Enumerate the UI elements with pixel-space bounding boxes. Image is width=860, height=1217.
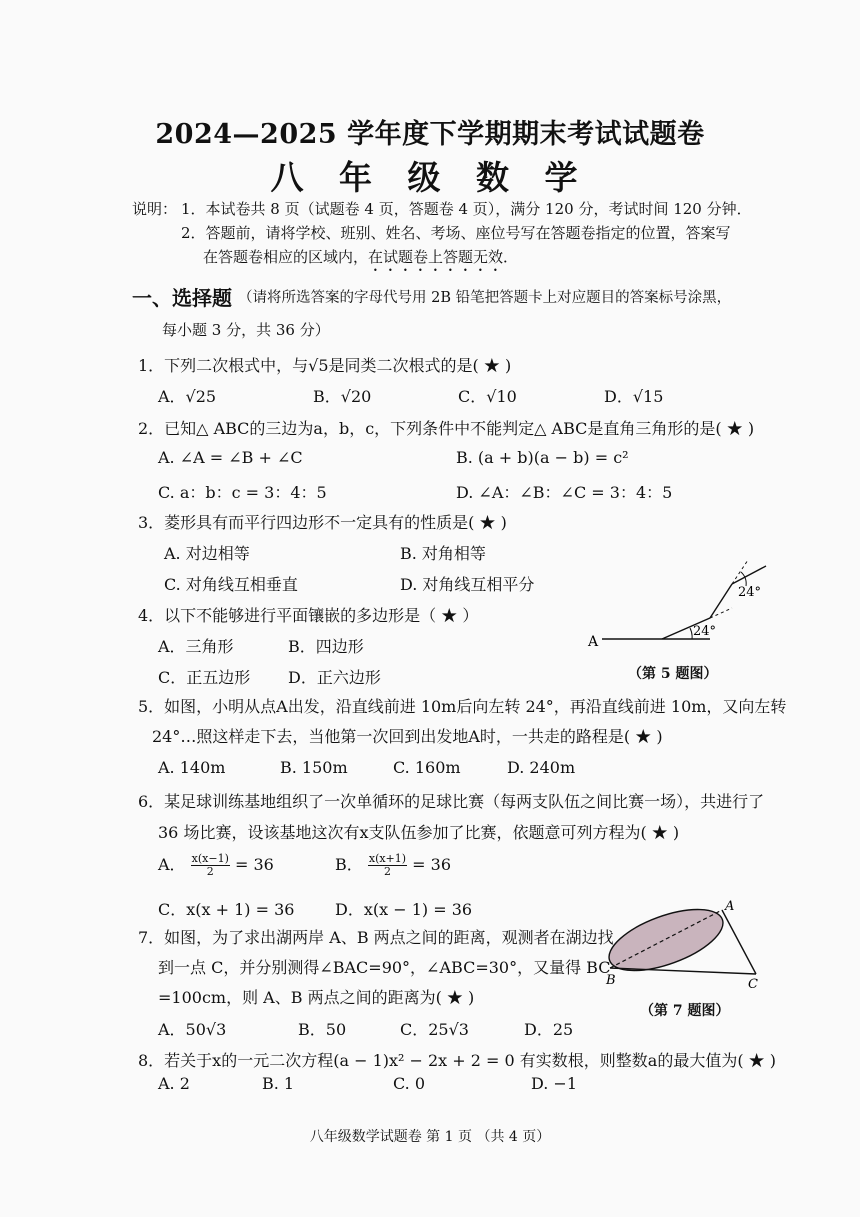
q3-stem: 3．菱形具有而平行四边形不一定具有的性质是( ★ ) [138,513,507,532]
figure-7-point-a: A [725,899,735,914]
q7-option-d: D．25 [524,1020,574,1039]
figure-5-angle-bottom: 24° [693,624,717,639]
q1-option-b: B．√20 [313,387,372,406]
q4-option-b: B．四边形 [288,637,364,656]
instructions-line-3 [203,246,518,275]
instructions-line-3c: ． [503,248,519,266]
q2-option-c: C. a：b：c = 3：4：5 [158,483,327,502]
q3-option-a: A. 对边相等 [164,544,250,563]
instructions-line-2: 2．答题前，请将学校、班别、姓名、考场、座位号写在答题卷指定的位置，答案写 [181,224,731,242]
q7-option-b: B．50 [298,1020,347,1039]
q3-option-d: D. 对角线互相平分 [400,575,535,594]
q7-stem-line-2: 到一点 C，并分别测得∠BAC=90°，∠ABC=30°，又量得 BC [158,958,611,977]
instructions-label: 说明： [132,200,178,218]
instructions-line-3a: 在答题卷相应的区域内， [203,248,369,266]
q6-option-c: C．x(x + 1) = 36 [158,900,295,919]
q5-option-a: A. 140m [158,758,226,777]
q6-stem-line-1: 6．某足球训练基地组织了一次单循环的足球比赛（每两支队伍之间比赛一场），共进行了 [138,792,765,811]
q6-option-a-fraction: $\frac{x(x-1)}{2}$ [191,852,229,878]
q4-stem: 4．以下不能够进行平面镶嵌的多边形是（ ★ ） [138,606,479,625]
q3-option-c: C. 对角线互相垂直 [164,575,298,594]
q7-stem-line-1: 7．如图，为了求出湖两岸 A、B 两点之间的距离，观测者在湖边找 [138,928,614,947]
q7-stem-line-3: =100cm，则 A、B 两点之间的距离为( ★ ) [158,988,475,1007]
q2-option-d: D. ∠A：∠B：∠C = 3：4：5 [456,483,673,502]
figure-7-diagram [598,896,778,996]
section-heading: 一、选择题 [132,286,232,310]
q8-stem: 8．若关于x的一元二次方程(a − 1)x² − 2x + 2 = 0 有实数根，则整数a的最大值为( ★ ) [138,1051,777,1070]
figure-5-diagram [580,560,800,655]
q8-option-d: D. −1 [531,1074,578,1093]
q4-option-d: D．正六边形 [288,668,381,687]
q6-option-d: D．x(x − 1) = 36 [335,900,473,919]
q5-option-c: C. 160m [393,758,461,777]
q6-stem-line-2: 36 场比赛，设该基地这次有x支队伍参加了比赛，依题意可列方程为( ★ ) [158,823,680,842]
section-note-1: （请将所选答案的字母代号用 2B 铅笔把答题卡上对应题目的答案标号涂黑， [238,290,732,306]
exam-title: 2024—2025 学年度下学期期末考试试题卷 [155,119,705,150]
q5-stem-line-2: 24°…照这样走下去，当他第一次回到出发地A时，一共走的路程是( ★ ) [152,727,663,746]
instructions-emphasis: 在试题卷上答题无效 [368,248,504,266]
figure-7-point-c: C [748,977,758,992]
page-footer: 八年级数学试题卷 第 1 页 （共 4 页） [309,1129,551,1145]
q2-option-a: A. ∠A = ∠B + ∠C [158,448,303,467]
q8-option-c: C. 0 [393,1074,426,1093]
q4-option-c: C．正五边形 [158,668,251,687]
q4-option-a: A．三角形 [158,637,234,656]
figure-7-caption: （第 7 题图） [640,1003,730,1019]
figure-7-point-b: B [606,973,616,988]
subject-title: 八 年 级 数 学 [270,158,590,197]
q7-option-a: A．50√3 [158,1020,227,1039]
instructions-line-1: 1．本试卷共 8 页（试题卷 4 页，答题卷 4 页），满分 120 分，考试时间 120 分钟． [181,200,752,218]
q6-option-b-fraction: $\frac{x(x+1)}{2}$ [368,852,407,878]
q8-option-a: A. 2 [158,1074,190,1093]
q2-stem: 2．已知△ ABC的三边为a，b，c，下列条件中不能判定△ ABC是直角三角形的是( ★ ) [138,419,755,438]
q1-option-a: A．√25 [158,387,217,406]
q5-option-b: B. 150m [280,758,348,777]
q1-option-c: C．√10 [458,387,517,406]
q5-option-d: D. 240m [507,758,576,777]
figure-5-point-a: A [588,634,599,650]
q1-stem: 1．下列二次根式中，与√5是同类二次根式的是( ★ ) [138,356,512,375]
q6-option-b: B． $\frac{x(x+1)}{2}$ = 36 [335,852,452,878]
figure-5-angle-top: 24° [738,585,762,600]
q5-stem-line-1: 5．如图，小明从点A出发，沿直线前进 10m后向左转 24°，再沿直线前进 10m，又向左转 [138,697,787,716]
figure-5-caption: （第 5 题图） [628,666,718,682]
q8-option-b: B. 1 [262,1074,295,1093]
q6-option-a: A． $\frac{x(x-1)}{2}$ = 36 [158,852,274,878]
q7-option-c: C．25√3 [400,1020,469,1039]
q2-option-b: B. (a + b)(a − b) = c² [456,448,629,467]
q3-option-b: B. 对角相等 [400,544,486,563]
section-note-2: 每小题 3 分，共 36 分） [162,321,330,339]
q1-option-d: D．√15 [604,387,664,406]
